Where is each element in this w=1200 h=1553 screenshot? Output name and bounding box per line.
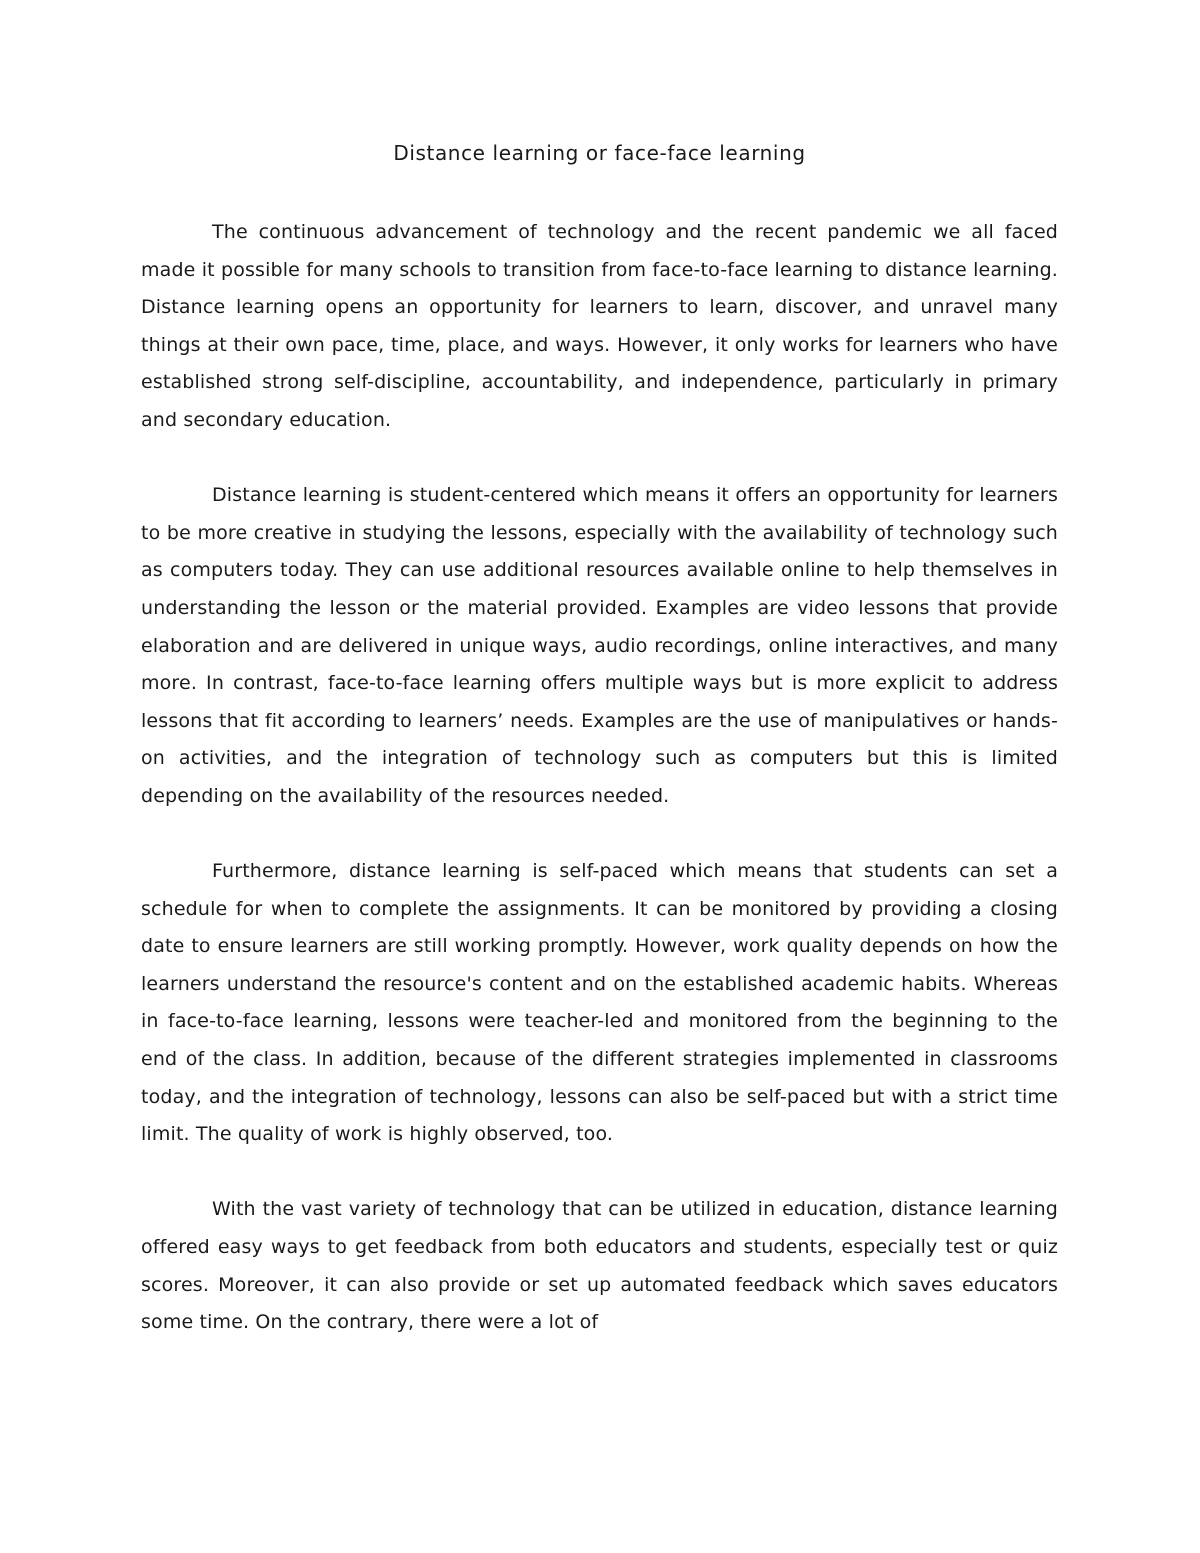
paragraph-2: Distance learning is student-centered which means it offers an opportunity for learners to be more creative in studying the lessons, especially with the availability of technology such as computers today. They can use additional resources available online to help themselves in understanding the lesson or the material provided. Examples are video lessons that provide elaboration and are delivered in unique ways, audio recordings, online interactives, and many more. In contrast, face-to-face learning offers multiple ways but is more explicit to address lessons that fit according to learners’ needs. Examples are the use of manipulatives or hands-on activities, and the integration of technology such as computers but this is limited depending on the availability of the resources needed. bbox=[141, 484, 1058, 807]
paragraph-3: Furthermore, distance learning is self-paced which means that students can set a schedule for when to complete the assignments. It can be monitored by providing a closing date to ensure learners are still working promptly. However, work quality depends on how the learners understand the resource's content and on the established academic habits. Whereas in face-to-face learning, lessons were teacher-led and monitored from the beginning to the end of the class. In addition, because of the different strategies implemented in classrooms today, and the integration of technology, lessons can also be self-paced but with a strict time limit. The quality of work is highly observed, too. bbox=[141, 860, 1058, 1146]
document-title: Distance learning or face-face learning bbox=[393, 141, 806, 165]
paragraph-4: With the vast variety of technology that can be utilized in education, distance learning offered easy ways to get feedback from both educators and students, especially test or quiz scores. Moreover, it can also provide or set up automated feedback which saves educators some time. On the contrary, there were a lot of bbox=[141, 1198, 1058, 1334]
paragraph-1: The continuous advancement of technology and the recent pandemic we all faced made it possible for many schools to transition from face-to-face learning to distance learning. Distance learning opens an opportunity for learners to learn, discover, and unravel many things at their own pace, time, place, and ways. However, it only works for learners who have established strong self-discipline, accountability, and independence, particularly in primary and secondary education. bbox=[141, 221, 1058, 431]
document-page bbox=[141, 138, 1058, 1342]
